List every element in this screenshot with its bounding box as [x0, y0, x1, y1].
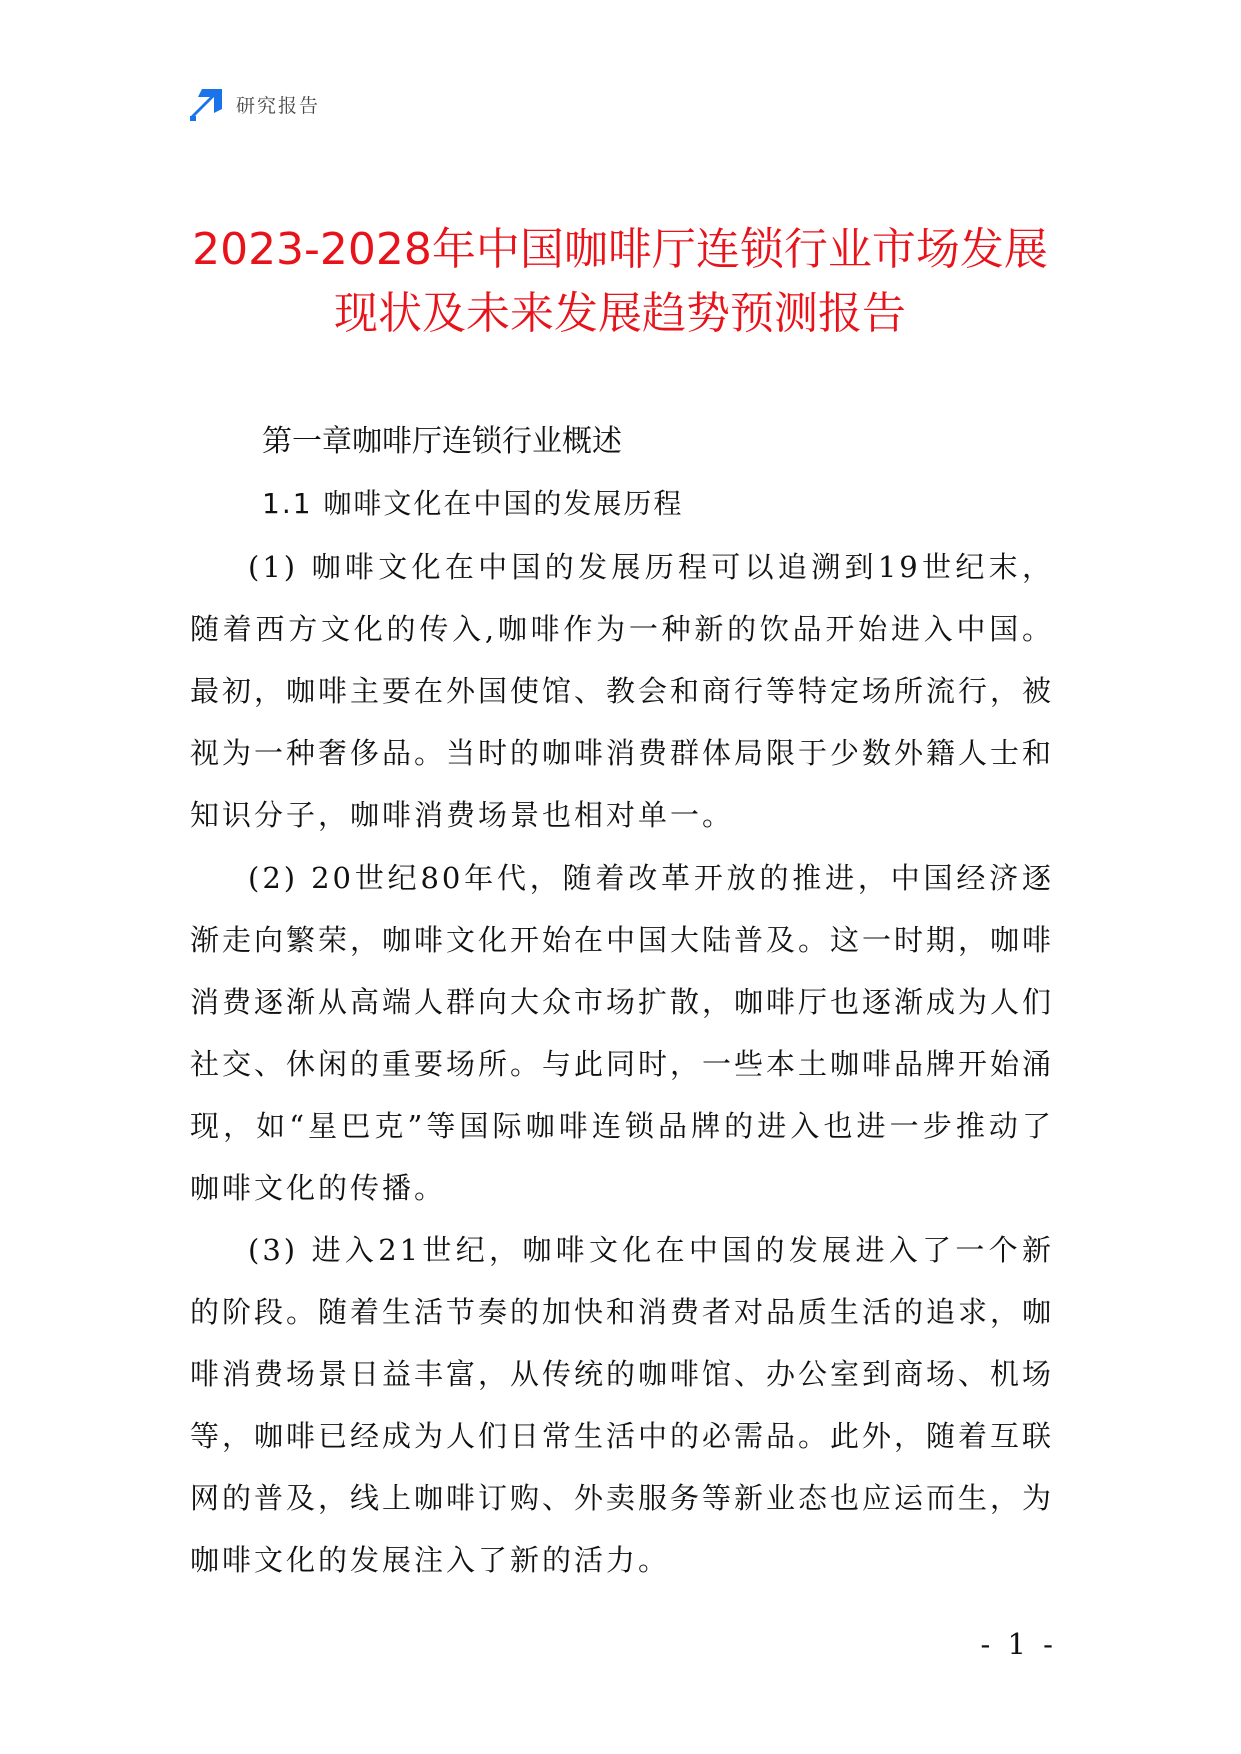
paragraph-3: (3) 进入21世纪，咖啡文化在中国的发展进入了一个新的阶段。随着生活节奏的加快和消费者对品质生活的追求，咖啡消费场景日益丰富，从传统的咖啡馆、办公室到商场、机场等，咖啡已经成为人们日常生活中的必需品。此外，随着互联网的普及，线上咖啡订购、外卖服务等新业态也应运而生，为咖啡文化的发展注入了新的活力。	[190, 1233, 1055, 1577]
page-number: - 1 -	[980, 1627, 1057, 1661]
paragraph-1: (1) 咖啡文化在中国的发展历程可以追溯到19世纪末，随着西方文化的传入,咖啡作为一种新的饮品开始进入中国。最初，咖啡主要在外国使馆、教会和商行等特定场所流行，被视为一种奢侈品。当时的咖啡消费群体局限于少数外籍人士和知识分子，咖啡消费场景也相对单一。	[190, 550, 1055, 832]
chapter-heading: 第一章咖啡厅连锁行业概述	[262, 424, 622, 459]
report-header	[190, 86, 320, 122]
header-label: 研究报告	[236, 94, 321, 117]
paragraph-2: (2) 20世纪80年代，随着改革开放的推进，中国经济逐渐走向繁荣，咖啡文化开始在中国大陆普及。这一时期，咖啡消费逐渐从高端人群向大众市场扩散，咖啡厅也逐渐成为人们社交、休闲的重要场所。与此同时，一些本土咖啡品牌开始涌现，如“星巴克”等国际咖啡连锁品牌的进入也进一步推动了咖啡文化的传播。	[190, 861, 1055, 1205]
arrow-up-right-icon	[190, 87, 224, 121]
section-heading: 1.1 咖啡文化在中国的发展历程	[262, 487, 684, 520]
title-line-2: 现状及未来发展趋势预测报告	[334, 288, 906, 339]
title-line-1: 2023-2028年中国咖啡厅连锁行业市场发展	[192, 224, 1048, 275]
report-title	[150, 218, 1090, 346]
